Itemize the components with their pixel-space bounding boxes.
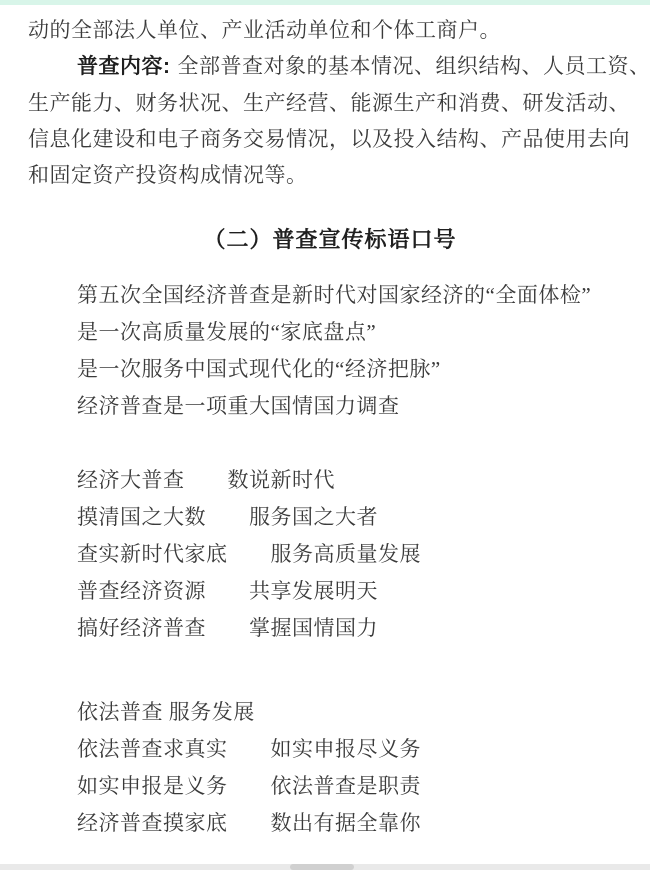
census-content-line-1-text: 全部普查对象的基本情况、组织结构、人员工资、 xyxy=(177,54,650,78)
slogan-line: 经济普查是一项重大国情国力调查 xyxy=(77,394,400,418)
slogan-line: 查实新时代家底 服务高质量发展 xyxy=(77,542,421,566)
paragraph-scope xyxy=(28,12,632,48)
slogan-line: 经济大普查 数说新时代 xyxy=(77,468,335,492)
slogan-line: 搞好经济普查 掌握国情国力 xyxy=(77,616,378,640)
paragraph-census-content xyxy=(28,48,650,193)
slogan-line: 普查经济资源 共享发展明天 xyxy=(77,579,378,603)
census-content-line-4: 和固定资产投资构成情况等。 xyxy=(28,163,308,187)
census-content-line-1 xyxy=(28,48,650,85)
slogan-line: 经济普查摸家底 数出有据全靠你 xyxy=(77,811,421,835)
slogan-line: 是一次服务中国式现代化的“经济把脉” xyxy=(77,357,441,381)
horizontal-scrollbar-track[interactable] xyxy=(0,864,650,870)
paragraph-scope-line: 动的全部法人单位、产业活动单位和个体工商户。 xyxy=(28,18,501,42)
slogan-group-2 xyxy=(28,462,632,647)
census-content-label: 普查内容: xyxy=(77,55,171,78)
census-content-line-2: 生产能力、财务状况、生产经营、能源生产和消费、研发活动、 xyxy=(28,91,630,115)
census-content-line-3: 信息化建设和电子商务交易情况，以及投入结构、产品使用去向 xyxy=(28,127,630,151)
slogan-line: 依法普查 服务发展 xyxy=(77,700,255,724)
document-content xyxy=(0,5,650,842)
slogan-group-3 xyxy=(28,694,632,842)
horizontal-scrollbar-thumb[interactable] xyxy=(290,864,354,870)
slogan-line: 依法普查求真实 如实申报尽义务 xyxy=(77,737,421,761)
slogan-line: 摸清国之大数 服务国之大者 xyxy=(77,505,378,529)
slogan-line: 是一次高质量发展的“家底盘点” xyxy=(77,320,377,344)
slogan-group-1 xyxy=(28,277,632,425)
slogan-line: 第五次全国经济普查是新时代对国家经济的“全面体检” xyxy=(77,283,592,307)
section-heading: （二）普查宣传标语口号 xyxy=(203,227,457,252)
slogan-line: 如实申报是义务 依法普查是职责 xyxy=(77,774,421,798)
